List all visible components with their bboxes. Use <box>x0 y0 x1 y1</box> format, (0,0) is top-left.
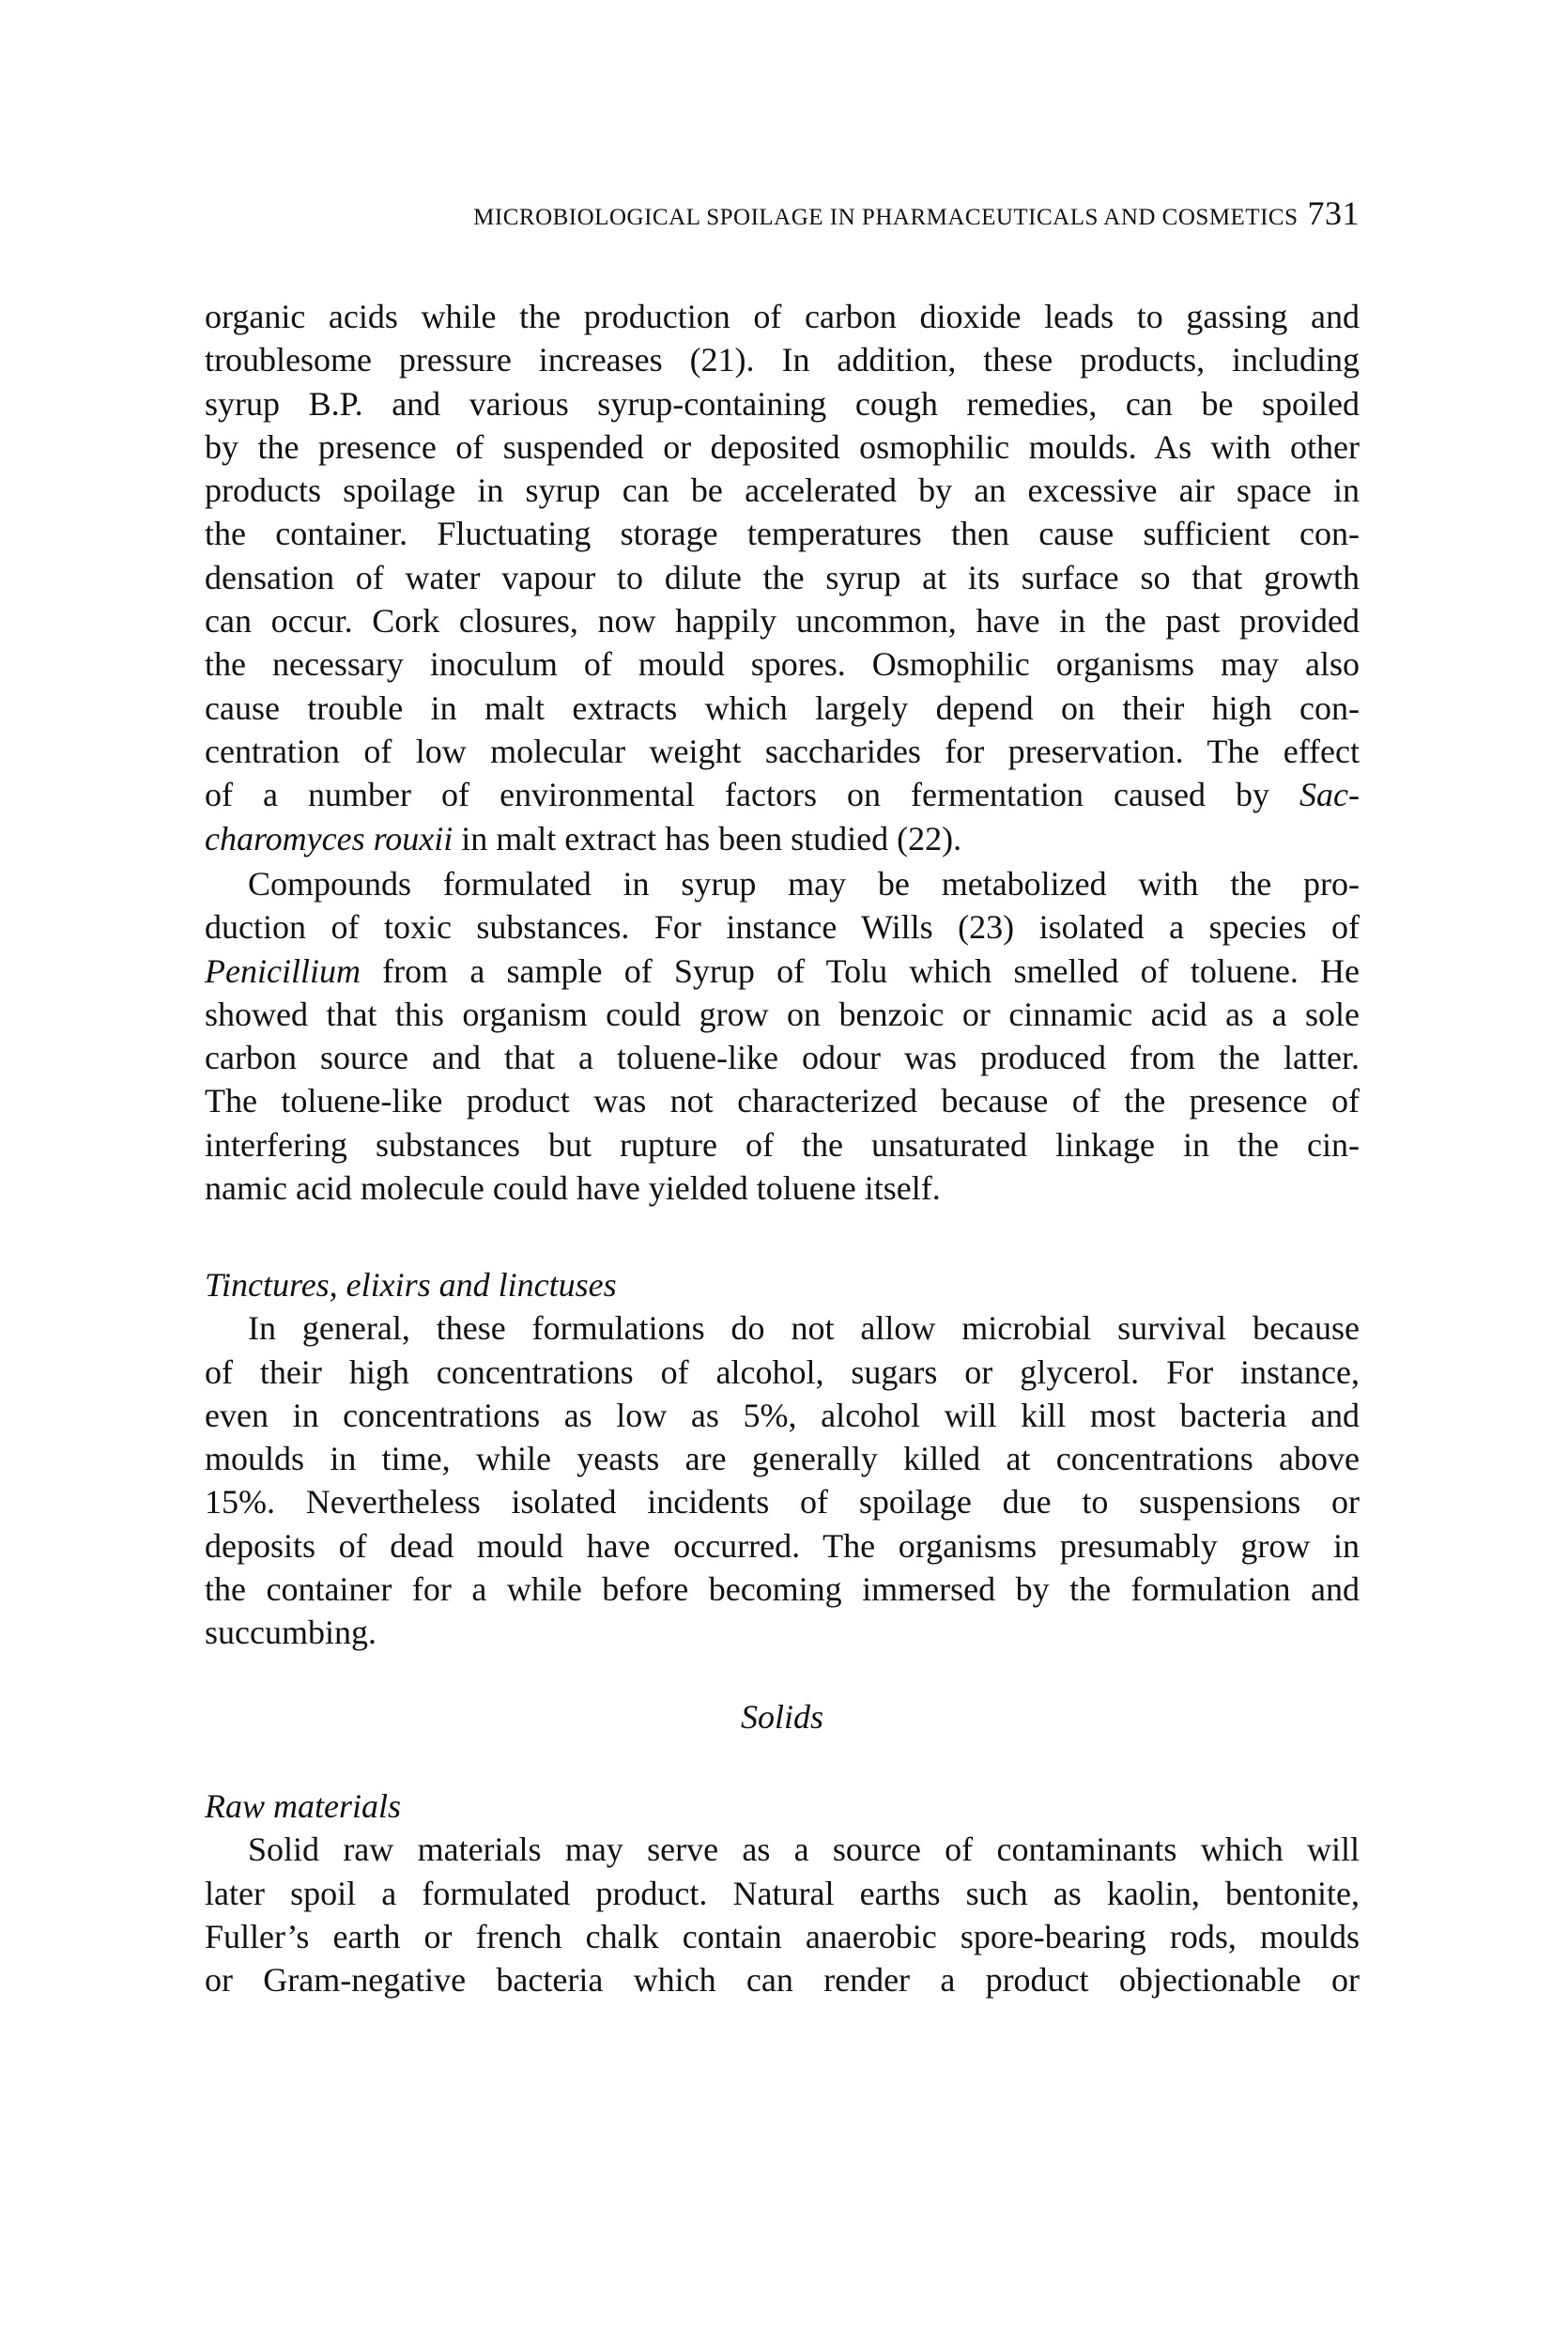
italic-text: Tinctures, elixirs and linctuses <box>205 1266 617 1304</box>
text-segment: or Gram-negative bacteria which can render a product objectionable or <box>205 1961 1360 2000</box>
text-line <box>205 1036 1360 1079</box>
text-segment: In general, these formulations do not allow microbial survival because <box>248 1309 1360 1348</box>
text-segment: 15%. Nevertheless isolated incidents of spoilage due to suspensions or <box>205 1483 1360 1522</box>
paragraph-syrups-1 <box>205 295 1360 860</box>
text-segment: the container for a while before becoming immersed by the formulation and <box>205 1570 1360 1609</box>
italic-text: Sac- <box>1299 776 1360 814</box>
text-segment: by the presence of suspended or deposited osmophilic moulds. As with other <box>205 427 1360 466</box>
text-segment: the necessary inoculum of mould spores. Osmophilic organisms may also <box>205 645 1360 684</box>
text-segment: moulds in time, while yeasts are generally killed at concentrations above <box>205 1440 1360 1478</box>
text-segment: duction of toxic substances. For instance Wills (23) isolated a species of <box>205 908 1360 947</box>
text-line <box>205 862 1360 905</box>
text-segment: Compounds formulated in syrup may be metabolized with the pro- <box>248 865 1360 903</box>
text-line <box>205 1611 1360 1654</box>
text-line <box>205 817 1360 860</box>
text-line <box>205 512 1360 555</box>
text-segment: later spoil a formulated product. Natural earths such as kaolin, bentonite, <box>205 1874 1360 1912</box>
text-segment: Solid raw materials may serve as a source of contaminants which will <box>248 1831 1360 1869</box>
section-tinctures <box>205 1263 1360 1655</box>
text-segment: Fuller’s earth or french chalk contain anaerobic spore-bearing rods, moulds <box>205 1917 1360 1955</box>
text-segment: carbon source and that a toluene-like odour was produced from the latter. <box>205 1039 1360 1077</box>
text-segment: of their high concentrations of alcohol, sugars or glycerol. For instance, <box>205 1352 1360 1391</box>
text-line <box>205 382 1360 425</box>
text-segment: from a sample of Syrup of Tolu which smelled of toluene. He <box>360 951 1360 990</box>
text-line <box>205 687 1360 730</box>
text-line <box>205 1568 1360 1611</box>
text-segment: in malt extract has been studied (22). <box>453 819 962 857</box>
text-line <box>205 1166 1360 1210</box>
text-line <box>205 905 1360 949</box>
text-line <box>205 950 1360 993</box>
text-line <box>205 1123 1360 1166</box>
text-segment: organic acids while the production of carbon dioxide leads to gassing and <box>205 298 1360 335</box>
text-segment: centration of low molecular weight saccharides for preservation. The effect <box>205 732 1360 770</box>
text-line <box>205 1306 1360 1350</box>
text-line <box>205 1351 1360 1394</box>
text-line <box>205 1915 1360 1958</box>
text-line <box>205 1958 1360 2001</box>
page-number: 731 <box>1307 194 1360 232</box>
text-segment: interfering substances but rupture of the unsaturated linkage in the cin- <box>205 1125 1360 1164</box>
section-heading <box>205 1263 1360 1306</box>
text-line <box>205 1437 1360 1480</box>
text-segment: densation of water vapour to dilute the syrup at its surface so that growth <box>205 558 1360 596</box>
text-segment: products spoilage in syrup can be accelerated by an excessive air space in <box>205 471 1360 510</box>
text-line <box>205 1394 1360 1437</box>
text-line <box>205 1828 1360 1871</box>
text-segment: succumbing. <box>205 1614 377 1652</box>
text-line <box>205 730 1360 773</box>
text-line <box>205 556 1360 599</box>
text-line <box>205 295 1360 338</box>
text-line <box>205 1079 1360 1122</box>
text-line <box>205 599 1360 642</box>
text-segment: cause trouble in malt extracts which largely depend on their high con- <box>205 688 1360 727</box>
text-segment: troublesome pressure increases (21). In addition, these products, including <box>205 341 1360 379</box>
text-line <box>205 425 1360 469</box>
text-line <box>205 1872 1360 1915</box>
italic-text: Raw materials <box>205 1787 402 1825</box>
text-line <box>205 1480 1360 1523</box>
text-segment: syrup B.P. and various syrup-containing cough remedies, can be spoiled <box>205 384 1360 423</box>
text-segment: showed that this organism could grow on benzoic or cinnamic acid as a sole <box>205 995 1360 1033</box>
text-segment: The toluene-like product was not characterized because of the presence of <box>205 1082 1360 1120</box>
text-line <box>205 1524 1360 1568</box>
text-line <box>205 993 1360 1036</box>
section-heading <box>205 1784 1360 1828</box>
text-segment: deposits of dead mould have occurred. The organisms presumably grow in <box>205 1526 1360 1565</box>
running-header <box>255 193 1360 233</box>
italic-text: charomyces rouxii <box>205 819 453 857</box>
text-segment: even in concentrations as low as 5%, alcohol will kill most bacteria and <box>205 1396 1360 1434</box>
section-raw-materials <box>205 1784 1360 2001</box>
text-line <box>205 642 1360 686</box>
paragraph-syrups-2 <box>205 862 1360 1210</box>
section-heading-solids: Solids <box>740 1698 823 1736</box>
text-segment: namic acid molecule could have yielded toluene itself. <box>205 1169 941 1208</box>
text-segment: the container. Fluctuating storage temperatures then cause sufficient con- <box>205 515 1360 553</box>
text-line <box>205 773 1360 816</box>
text-line <box>205 338 1360 381</box>
running-title: MICROBIOLOGICAL SPOILAGE IN PHARMACEUTICALS AND COSMETICS <box>473 205 1299 230</box>
text-line <box>205 469 1360 512</box>
text-segment: can occur. Cork closures, now happily uncommon, have in the past provided <box>205 602 1360 641</box>
italic-text: Penicillium <box>205 951 361 990</box>
text-segment: of a number of environmental factors on fermentation caused by <box>205 776 1300 814</box>
